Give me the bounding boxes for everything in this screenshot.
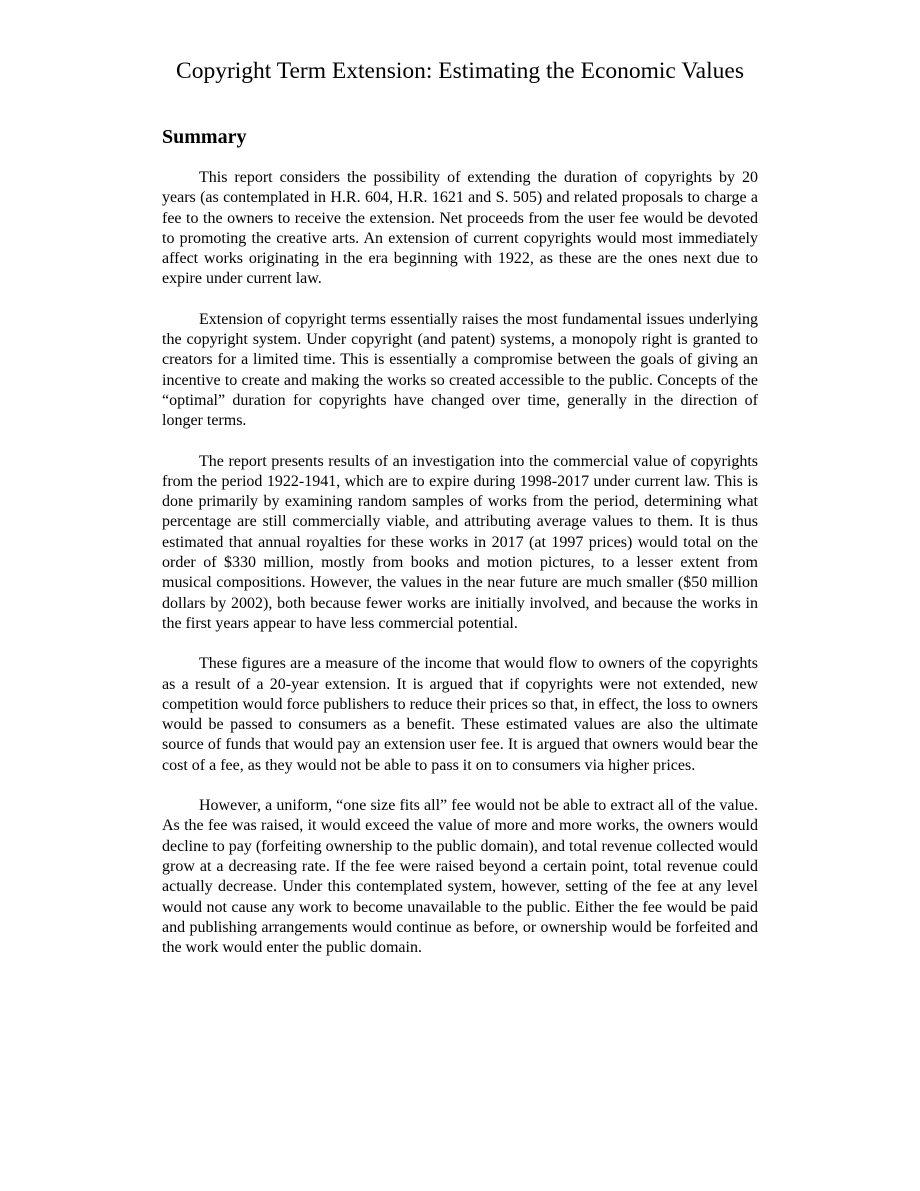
summary-paragraph: Extension of copyright terms essentially raises the most fundamental issues underlying the copyright system. Under copyright (and patent) systems, a monopoly right is granted to creators for a limited time. This is essentially a compromise between the goals of giving an incentive to create and making the works so created accessible to the public. Concepts of the “optimal” duration for copyrights have changed over time, generally in the direction of longer terms.	[162, 310, 758, 430]
document-title: Copyright Term Extension: Estimating the Economic Values	[176, 58, 744, 84]
summary-paragraph: This report considers the possibility of extending the duration of copyrights by 20 years (as contemplated in H.R. 604, H.R. 1621 and S. 505) and related proposals to charge a fee to the owners to receive the extension. Net proceeds from the user fee would be devoted to promoting the creative arts. An extension of current copyrights would most immediately affect works originating in the era beginning with 1922, as these are the ones next due to expire under current law.	[162, 169, 758, 288]
section-heading: Summary	[162, 126, 247, 148]
summary-paragraph: However, a uniform, “one size fits all” fee would not be able to extract all of the value. As the fee was raised, it would exceed the value of more and more works, the owners would decline to pay (forfeiting ownership to the public domain), and total revenue collected would grow at a decreasing rate. If the fee were raised beyond a certain point, total revenue could actually decrease. Under this contemplated system, however, setting of the fee at any level would not cause any work to become unavailable to the public. Either the fee would be paid and publishing arrangements would continue as before, or ownership would be forfeited and the work would enter the public domain.	[162, 797, 758, 957]
summary-body	[162, 168, 758, 978]
summary-paragraph: The report presents results of an investigation into the commercial value of copyrights from the period 1922-1941, which are to expire during 1998-2017 under current law. This is done primarily by examining random samples of works from the period, determining what percentage are still commercially viable, and attributing average values to them. It is thus estimated that annual royalties for these works in 2017 (at 1997 prices) would total on the order of $330 million, mostly from books and motion pictures, to a lesser extent from musical compositions. However, the values in the near future are much smaller ($50 million dollars by 2002), both because fewer works are initially involved, and because the works in the first years appear to have less commercial potential.	[162, 452, 758, 632]
summary-paragraph: These figures are a measure of the income that would flow to owners of the copyrights as a result of a 20-year extension. It is argued that if copyrights were not extended, new competition would force publishers to reduce their prices so that, in effect, the loss to owners would be passed to consumers as a benefit. These estimated values are also the ultimate source of funds that would pay an extension user fee. It is argued that owners would bear the cost of a fee, as they would not be able to pass it on to consumers via higher prices.	[162, 655, 758, 774]
